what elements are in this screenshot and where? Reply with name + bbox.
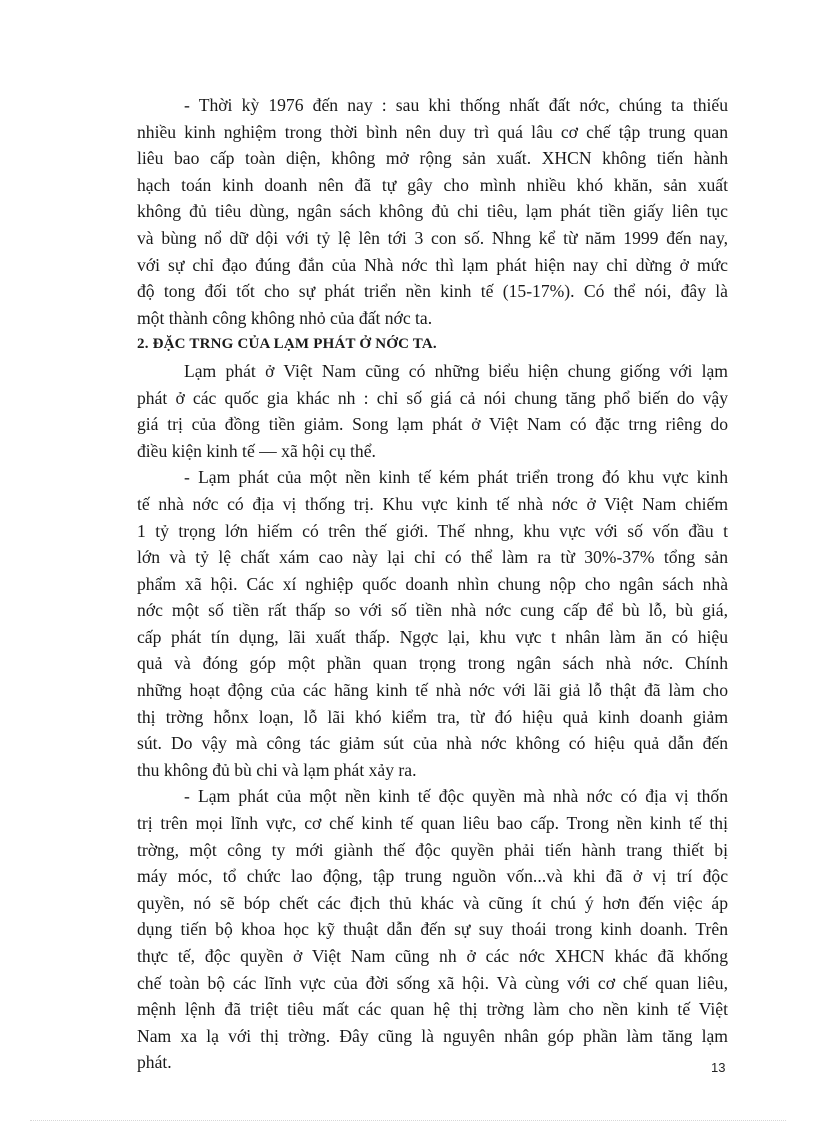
text-line: nớc một số tiền rất thấp so với số tiền nhà nớc cung cấp để bù lỗ, bù giá, (137, 600, 728, 621)
text-line: phát ở các quốc gia khác nh : chỉ số giá cả nói chung tăng phổ biến do vậy (137, 387, 728, 408)
text-line: với sự chỉ đạo đúng đắn của Nhà nớc thì lạm phát hiện nay chỉ dừng ở mức (137, 254, 728, 275)
text-line: và bùng nổ dữ dội với tỷ lệ lên tới 3 con số. Nhng kể từ năm 1999 đến nay, (137, 227, 728, 248)
text-line: quyền, nó sẽ bóp chết các địch thủ khác và cũng ít chú ý hơn đến việc áp (137, 892, 728, 913)
text-line: sút. Do vậy mà công tác giảm sút của nhà nớc không có hiệu quả dẫn đến (137, 733, 728, 754)
text-line: 1 tỷ trọng lớn hiếm có trên thế giới. Thế nhng, khu vực với số vốn đầu t (137, 520, 728, 541)
text-line: phẩm xã hội. Các xí nghiệp quốc doanh nhìn chung nộp cho ngân sách nhà (137, 573, 728, 594)
section-heading: 2. ĐẶC TRNG CỦA LẠM PHÁT Ở NỚC TA. (137, 336, 437, 353)
text-line: - Thời kỳ 1976 đến nay : sau khi thống nhất đất nớc, chúng ta thiếu (184, 95, 728, 115)
text-line: trờng, một công ty mới giành thế độc quyền phải tiến hành trang thiết bị (137, 839, 728, 860)
text-line: lớn và tỷ lệ chất xám cao này lại chỉ có thể làm ra từ 30%-37% tổng sản (137, 547, 728, 568)
text-line: dụng tiến bộ khoa học kỹ thuật dẫn đến sự suy thoái trong kinh doanh. Trên (137, 919, 728, 940)
text-line: chế toàn bộ các lĩnh vực của đời sống xã hội. Và cùng với cơ chế quan liêu, (137, 972, 728, 993)
text-line: trị trên mọi lĩnh vực, cơ chế kinh tế quan liêu bao cấp. Trong nền kinh tế thị (137, 813, 728, 834)
text-line: thu không đủ bù chi và lạm phát xảy ra. (137, 759, 417, 780)
text-line: phát. (137, 1052, 172, 1073)
page-number: 13 (711, 1060, 726, 1075)
text-line: những hoạt động của các hãng kinh tế nhà nớc với lãi giả lỗ thật đã làm cho (137, 680, 728, 701)
text-line: quả và đóng góp một phần quan trọng trong ngân sách nhà nớc. Chính (137, 653, 728, 674)
text-line: thực tế, độc quyền ở Việt Nam cũng nh ở các nớc XHCN khác đã khống (137, 946, 728, 966)
text-line: một thành công không nhỏ của đất nớc ta. (137, 307, 433, 328)
text-line: cấp phát tín dụng, lãi xuất thấp. Ngợc lại, khu vực t nhân làm ăn có hiệu (137, 626, 728, 647)
text-line: mệnh lệnh đã triệt tiêu mất các quan hệ thị trờng làm cho nền kinh tế Việt (137, 999, 728, 1020)
text-line: nhiều kinh nghiệm trong thời bình nên duy trì quá lâu cơ chế tập trung quan (137, 121, 728, 142)
text-line: liêu bao cấp toàn diện, không mở rộng sản xuất. XHCN không tiến hành (137, 148, 728, 169)
text-line: không đủ tiêu dùng, ngân sách không đủ chi tiêu, lạm phát tiền giấy liên tục (137, 201, 728, 222)
text-line: - Lạm phát của một nền kinh tế kém phát triển trong đó khu vực kinh (184, 467, 728, 488)
body-text (137, 92, 728, 1076)
text-line: Lạm phát ở Việt Nam cũng có những biểu hiện chung giống với lạm (184, 360, 728, 381)
text-line: hạch toán kinh doanh nên đã tự gây cho mình nhiều khó khăn, sản xuất (137, 174, 728, 195)
footer-divider (30, 1120, 786, 1121)
text-line: tế nhà nớc có địa vị thống trị. Khu vực kinh tế nhà nớc ở Việt Nam chiếm (137, 493, 728, 514)
text-line: độ tong đối tốt cho sự phát triển nền kinh tế (15-17%). Có thể nói, đây là (137, 281, 728, 302)
text-line: thị trờng hỗnx loạn, lỗ lãi khó kiểm tra, từ đó hiệu quả kinh doanh giảm (137, 706, 728, 727)
text-line: giá trị của đồng tiền giảm. Song lạm phát ở Việt Nam có đặc trng riêng do (137, 414, 728, 435)
text-line: điều kiện kinh tế — xã hội cụ thể. (137, 440, 376, 461)
text-line: Nam xa lạ với thị trờng. Đây cũng là nguyên nhân góp phần làm tăng lạm (137, 1025, 728, 1046)
text-line: máy móc, tổ chức lao động, tập trung nguồn vốn...và khi đã ở vị trí độc (137, 866, 728, 887)
text-line: - Lạm phát của một nền kinh tế độc quyền mà nhà nớc có địa vị thốn (184, 786, 728, 807)
